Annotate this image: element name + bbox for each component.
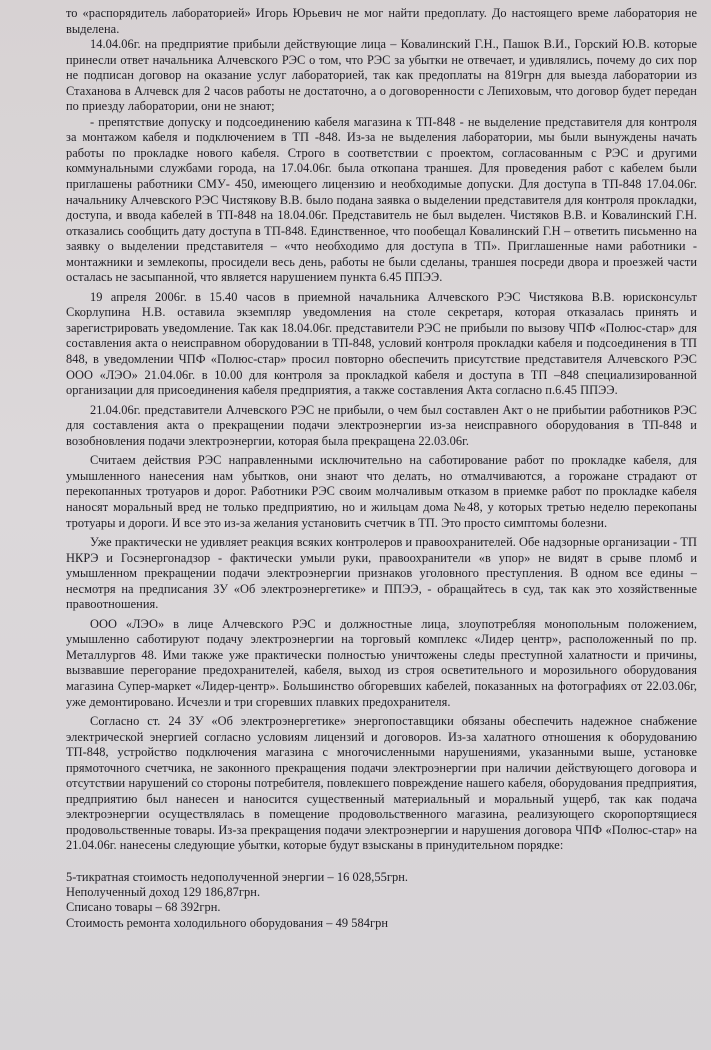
- paragraph-obstacle: - препятствие допуску и подсоединению кабеля магазина к ТП-848 - не выделение представителя для контроля за монтажом кабеля и подключением в ТП -848. Из-за не выделения лаборатории, мы были вынуждены начать работы по прокладке нового кабеля. Строго в соответствии с проектом, согласованным с РЭС и другими коммунальными службами города, на 17.04.06г. была откопана траншея. Для проведения работ с кабелем были приглашены работники СМУ- 450, имеющего лицензию и необходимые допуски. Для доступа в ТП-848 17.04.06г. начальнику Алчевского РЭС Чистякову В.В. было подана заявка о выделении представителя для контроля прокладки, доступа, и ввода кабелей в ТП-848 на 18.04.06г. Представитель не был выделен. Чистяков В.В. и Ковалинский Г.Н. отказались сообщить дату доступа в ТП-848. Единственное, что пообещал Ковалинский Г.Н – ответить письменно на заявку о выделении представителя – «что необходимо для доступа в ТП». Приглашенные нами работники - монтажники и землекопы, просидели весь день, работы не были сделаны, траншея посреди двора и проезжей части осталась не засыпанной, что является нарушением пункта 6.45 ППЭЭ.: [66, 114, 697, 285]
- loss-item: Списано товары – 68 392грн.: [66, 900, 221, 915]
- paragraph-monopoly: ООО «ЛЭО» в лице Алчевского РЭС и должностные лица, злоупотребляя монопольным положением, умышленно саботируют подачу электроэнергии на торговый комплекс «Лидер центр», расположенный по пр. Металлургов 48. Ими также уже практически полностью уничтожены следы преступной халатности и причины, вызвавшие перегорание предохранителей, кабеля, выход из строя осветительного и морозильного оборудования магазина Супер-маркет «Лидер-центр». Большинство обгоревших кабелей, показанных на фотографиях от 22.03.06г, уже демонтировано. Исчезли и три сгоревших плавких предохранителя.: [66, 616, 697, 709]
- paragraph-regulators: Уже практически не удивляет реакция всяких контролеров и правоохранителей. Обе надзорные организации - ТП НКРЭ и Госэнергонадзор - фактически умыли руки, правоохранители «в упор» не видят в срыве пломб и умышленном прекращении подачи электроэнергии признаков уголовного преступления. В одном все едины – несмотря на предписания ЗУ «Об электроэнергетике» и ППЭЭ, - обращайтесь в суд, так как это хозяйственные правоотношения.: [66, 535, 697, 612]
- paragraph-sabotage: Считаем действия РЭС направленными исключительно на саботирование работ по прокладке кабеля, для умышленного нанесения нам убытков, они знают что делать, но отмалчиваются, а горожане страдают от перекопанных тротуаров и дорог. Работники РЭС своим молчаливым отказом в приемке работ по прокладке кабеля наносят моральный вред не только предприятию, но и жильцам дома №48, у которых третью неделю перекопаны тротуары и дороги. И все это из-за желания установить счетчик в ТП. Это просто симптомы болезни.: [66, 453, 697, 530]
- losses-list: [66, 870, 697, 931]
- loss-item: Неполученный доход 129 186,87грн.: [66, 885, 261, 900]
- loss-item: 5-тикратная стоимость недополученной энергии – 16 028,55грн.: [66, 869, 409, 884]
- loss-item: Стоимость ремонта холодильного оборудования – 49 584грн: [66, 915, 389, 930]
- paragraph-damages: Согласно ст. 24 ЗУ «Об электроэнергетике» энергопоставщики обязаны обеспечить надежное снабжение электрической энергией согласно условиям лицензий и договоров. Из-за халатного отношения к оборудованию ТП-848, устройство подключения магазина с многочисленными нарушениями, указанными выше, установке прямоточного счетчика, не законного прекращения подачи электроэнергии при наличии действующего договора и отсутствии нарушений со стороны потребителя, повлекшего повреждение нашего кабеля, оборудования предприятия, предприятию был нанесен и наносится существенный материальный и моральный ущерб, так как подача электроэнергии осуществлялась в помещение продовольственного магазина, реализующего скоропортящиеся продовольственные товары. Из-за прекращения подачи электроэнергии и нарушения договора ЧПФ «Полюс-стар» на 21.04.06г. нанесены следующие убытки, которые будут взысканы в принудительном порядке:: [66, 714, 697, 853]
- paragraph-intro: то «распорядитель лабораторией» Игорь Юрьевич не мог найти предоплату. До настоящего време лаборатория не выделена.: [66, 6, 697, 36]
- paragraph-notice: 19 апреля 2006г. в 15.40 часов в приемной начальника Алчевского РЭС Чистякова В.В. юрисконсульт Скорлупина Н.В. оставила экземпляр уведомления на столе секретаря, которая отказалась принять и зарегистрировать уведомление. Так как 18.04.06г. представители РЭС не прибыли по вызову ЧПФ «Полюс-стар» для составления акта о неисправном оборудовании в ТП-848, условий контроля прокладки кабеля и подсоединения в ТП 848, в уведомлении ЧПФ «Полюс-стар» просил повторно обеспечить присутствие представителя Алчевского РЭС ООО «ЛЭО» 21.04.06г. в 10.00 для контроля за прокладкой кабеля и доступа в ТП –848 специализированной организации для присоединения кабеля предприятия, а также составления Акта согласно п.6.45 ППЭЭ.: [66, 289, 697, 398]
- paragraph-visit: 14.04.06г. на предприятие прибыли действующие лица – Ковалинский Г.Н., Пашок В.И., Горский Ю.В. которые принесли ответ начальника Алчевского РЭС о том, что РЭС за убытки не отвечает, и удивлялись, почему до сих пор не подписан договор на оказание услуг лабораторией, так как предоплаты на 819грн для выезда лаборатории из Стаханова в Алчевск для 2 часов работы не достаточно, а о договоренности с Лепиховым, что договор будет передан по приезду лаборатории, они не знают;: [66, 37, 697, 114]
- paragraph-absence: 21.04.06г. представители Алчевского РЭС не прибыли, о чем был составлен Акт о не прибытии работников РЭС для составления акта о прекращении подачи электроэнергии из-за неисправного оборудования в ТП-848 и возобновления подачи электроэнергии, которая была прекращена 22.03.06г.: [66, 402, 697, 448]
